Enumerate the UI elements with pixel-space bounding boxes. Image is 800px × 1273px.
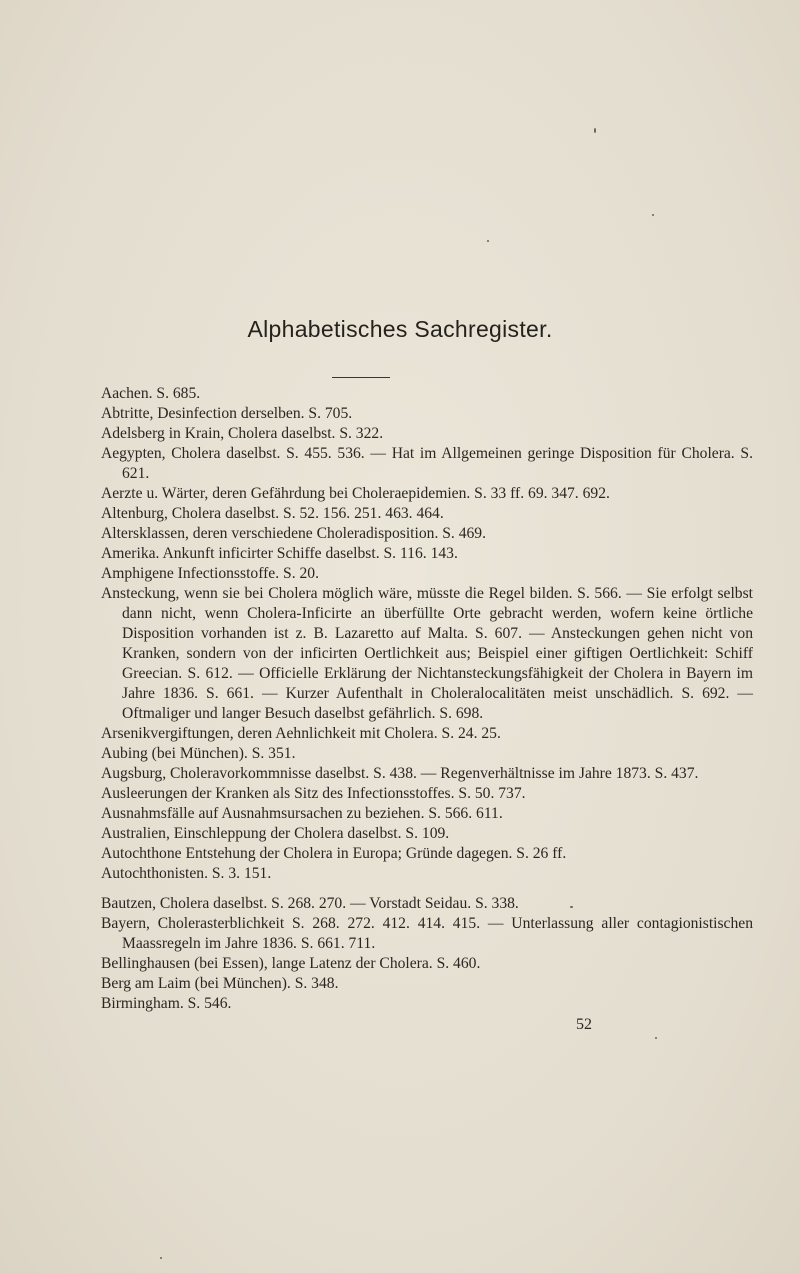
- index-entry: Aerzte u. Wärter, deren Gefährdung bei Choleraepidemien. S. 33 ff. 69. 347. 692.: [101, 485, 610, 502]
- index-entry: Aubing (bei München). S. 351.: [101, 745, 296, 762]
- page-number: 52: [576, 1016, 592, 1033]
- index-entry: Aachen. S. 685.: [101, 385, 201, 402]
- page-title: Alphabetisches Sachregister.: [247, 316, 553, 342]
- index-entry: Bellinghausen (bei Essen), lange Latenz der Cholera. S. 460.: [101, 955, 481, 972]
- index-entries: [101, 384, 753, 1014]
- index-entry: Adelsberg in Krain, Cholera daselbst. S. 322.: [101, 425, 384, 442]
- index-entry: Australien, Einschleppung der Cholera daselbst. S. 109.: [101, 825, 450, 842]
- index-entry: Ausleerungen der Kranken als Sitz des Infectionsstoffes. S. 50. 737.: [101, 785, 526, 802]
- index-entry: Augsburg, Choleravorkommnisse daselbst. S. 438. — Regenverhältnisse im Jahre 1873. S. 437.: [101, 765, 699, 782]
- index-entry: Berg am Laim (bei München). S. 348.: [101, 975, 339, 992]
- index-entry: Autochthonisten. S. 3. 151.: [101, 865, 272, 882]
- index-entry: Birmingham. S. 546.: [101, 995, 232, 1012]
- index-entry: Amerika. Ankunft inficirter Schiffe daselbst. S. 116. 143.: [101, 545, 458, 562]
- index-entry: Aegypten, Cholera daselbst. S. 455. 536. — Hat im Allgemeinen geringe Disposition für Cholera. S. 621.: [101, 445, 753, 482]
- index-entry: Abtritte, Desinfection derselben. S. 705.: [101, 405, 353, 422]
- index-entry: Autochthone Entstehung der Cholera in Europa; Gründe dagegen. S. 26 ff.: [101, 845, 567, 862]
- index-entry: Bayern, Cholerasterblichkeit S. 268. 272. 412. 414. 415. — Unterlassung aller contagionistischen Maassregeln im Jahre 1836. S. 661. 711.: [101, 915, 753, 952]
- index-entry: Ausnahmsfälle auf Ausnahmsursachen zu beziehen. S. 566. 611.: [101, 805, 503, 822]
- index-entry: Arsenikvergiftungen, deren Aehnlichkeit mit Cholera. S. 24. 25.: [101, 725, 501, 742]
- index-entry: Bautzen, Cholera daselbst. S. 268. 270. — Vorstadt Seidau. S. 338.: [101, 895, 519, 912]
- index-entry: Altersklassen, deren verschiedene Choleradisposition. S. 469.: [101, 525, 486, 542]
- title-divider: [332, 377, 390, 378]
- index-entry: Altenburg, Cholera daselbst. S. 52. 156. 251. 463. 464.: [101, 505, 444, 522]
- index-entry: Ansteckung, wenn sie bei Cholera möglich wäre, müsste die Regel bilden. S. 566. — Sie erfolgt selbst dann nicht, wenn Cholera-Inficirte an überfüllte Orte gebracht werden, wofern keine örtliche Disposition vorhanden ist z. B. Lazaretto auf Malta. S. 607. — Ansteckungen gehen nicht von Kranken, sondern von der inficirten Oertlichkeit aus; Beispiel einer giftigen Oertlichkeit: Schiff Greecian. S. 612. — Officielle Erklärung der Nichtansteckungsfähigkeit der Cholera in Bayern im Jahre 1836. S. 661. — Kurzer Aufenthalt in Choleralocalitäten meist unschädlich. S. 692. — Oftmaliger und langer Besuch daselbst gefährlich. S. 698.: [101, 585, 753, 722]
- index-entry: Amphigene Infectionsstoffe. S. 20.: [101, 565, 319, 582]
